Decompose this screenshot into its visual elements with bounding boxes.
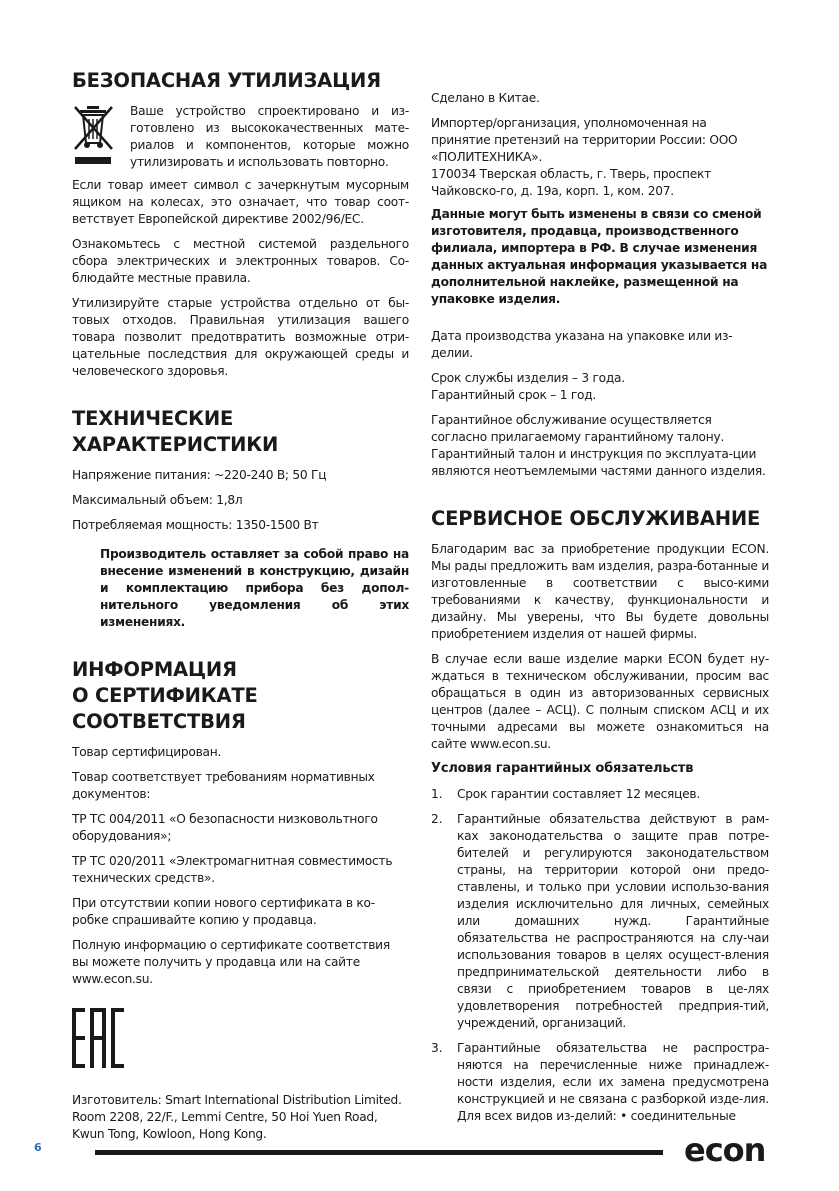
cert-paragraph-5: При отсутствии копии нового сертификата в ко-робке спрашивайте копию у продавца. xyxy=(72,896,375,927)
cert-heading-line-3: СООТВЕТСТВИЯ xyxy=(72,710,246,733)
right-column xyxy=(431,90,769,1133)
disposal-paragraph-2: Ознакомьтесь с местной системой раздельного сбора электрических и электронных товаров. Со-блюдайте местные правила. xyxy=(72,237,409,285)
list-item-text: Срок гарантии составляет 12 месяцев. xyxy=(457,787,700,801)
manufacturer-notice xyxy=(72,546,409,631)
service-life-info xyxy=(431,370,769,404)
list-item-number: 1. xyxy=(431,787,443,801)
cert-heading-line-1: ИНФОРМАЦИЯ xyxy=(72,658,237,681)
spec-voltage: Напряжение питания: ~220-240 В; 50 Гц xyxy=(72,468,327,482)
manufacturer-notice-text: Производитель оставляет за собой право на внесение изменений в конструкцию, дизайн и комплектацию прибора без допол-нительного уведомления об этих изменениях. xyxy=(100,547,409,629)
cert-heading-line-2: О СЕРТИФИКАТЕ xyxy=(72,684,258,707)
list-item xyxy=(431,811,769,1032)
cert-paragraph-2: Товар соответствует требованиям нормативных документов: xyxy=(72,770,375,801)
spec-volume: Максимальный объем: 1,8л xyxy=(72,493,243,507)
service-paragraph-1: Благодарим вас за приобретение продукции ECON. Мы рады предложить вам изделия, разра-ботанные и изготовленные в соответствии с высо-кими требованиями к качеству, функциональности и дизайну. Мы уверены, что Вы будете довольны приобретением изделия от нашей фирмы. xyxy=(431,542,769,641)
recycle-notice xyxy=(72,103,409,171)
disposal-paragraph-3: Утилизируйте старые устройства отдельно от бы-товых отходов. Правильная утилизация вашего товара позволит предотвратить возможные отри-цательные последствия для окружающей среды и человеческого здоровья. xyxy=(72,296,409,378)
econ-logo: econ xyxy=(684,1131,766,1169)
manufacturer-info: Изготовитель: Smart International Distribution Limited. Room 2208, 22/F., Lemmi Centre, 50 Hoi Yuen Road, Kwun Tong, Kowloon, Hong Kong. xyxy=(72,1093,402,1141)
service-heading: СЕРВИСНОЕ ОБСЛУЖИВАНИЕ xyxy=(431,507,761,530)
warranty-service: Гарантийное обслуживание осуществляется согласно прилагаемому гарантийному талону. Гарантийный талон и инструкция по эксплуата-ции являются неотъемлемыми частями данного изделия. xyxy=(431,413,766,478)
cert-heading xyxy=(72,657,409,735)
disposal-icon-text: Ваше устройство спроектировано и из-готовлено из высококачественных мате-риалов и компонентов, которые можно утилизировать и использовать повторно. xyxy=(130,104,409,169)
list-item-text: Гарантийные обязательства действуют в рам-ках законодательства о защите прав потре-бителей и регулируются законодательством страны, на территории которой они предо-ставлены, и только при условии использо-вания изделия исключительно для личных, семейных или домашних нужд. Гарантийные обязательства не распространяются на слу-чаи использования товаров в целях осущест-вления предпринимательской деятельности либо в связи с приобретением товаров в це-лях удовлетворения потребностей предприя-тий, учреждений, организаций. xyxy=(457,812,769,1030)
cert-paragraph-6: Полную информацию о сертификате соответствия вы можете получить у продавца или на сайте www.econ.su. xyxy=(72,938,390,986)
warranty-conditions-heading: Условия гарантийных обязательств xyxy=(431,761,694,776)
cert-paragraph-4: ТР ТС 020/2011 «Электромагнитная совместимость технических средств». xyxy=(72,854,393,885)
importer-address: 170034 Тверская область, г. Тверь, проспект Чайковско-го, д. 19а, корп. 1, ком. 207. xyxy=(431,167,711,198)
list-item xyxy=(431,786,769,803)
service-life: Срок службы изделия – 3 года. xyxy=(431,371,625,385)
list-item-text: Гарантийные обязательства не распростра-няются на перечисленные ниже принадлеж-ности изделия, если их замена предусмотрена конструкцией и не связана с разборкой изде-лия. Для всех видов из-делий: • соединительные xyxy=(457,1041,769,1123)
specs-heading-line-1: ТЕХНИЧЕСКИЕ xyxy=(72,407,234,430)
warranty-period: Гарантийный срок – 1 год. xyxy=(431,388,597,402)
specs-heading-line-2: ХАРАКТЕРИСТИКИ xyxy=(72,433,279,456)
disposal-paragraph-1: Если товар имеет символ с зачеркнутым мусорным ящиком на колесах, это означает, что товар соот-ветствует Европейской директиве 2002/96/ЕС. xyxy=(72,178,409,226)
made-in: Сделано в Китае. xyxy=(431,91,540,105)
disposal-heading: БЕЗОПАСНАЯ УТИЛИЗАЦИЯ xyxy=(72,69,381,92)
left-column xyxy=(72,68,409,1151)
cert-paragraph-3: ТР ТС 004/2011 «О безопасности низковольтного оборудования»; xyxy=(72,812,378,843)
specs-heading xyxy=(72,406,409,458)
footer-divider xyxy=(95,1150,663,1155)
production-date: Дата производства указана на упаковке или из-делии. xyxy=(431,329,733,360)
list-item xyxy=(431,1040,769,1125)
page-number: 6 xyxy=(34,1141,42,1154)
spec-power: Потребляемая мощность: 1350-1500 Вт xyxy=(72,518,319,532)
data-change-notice: Данные могут быть изменены в связи со сменой изготовителя, продавца, производственного филиала, импортера в РФ. В случае изменения данных актуальная информация указывается на дополнительной наклейке, размещенной на упаковке изделия. xyxy=(431,207,768,306)
service-paragraph-2: В случае если ваше изделие марки ECON будет ну-ждаться в техническом обслуживании, просим вас обращаться в один из авторизованных сервисных центров (далее – АСЦ). С полным списком АСЦ и их точными адресами вы можете ознакомиться на сайте www.econ.su. xyxy=(431,652,769,751)
importer-text: Импортер/организация, уполномоченная на принятие претензий на территории России: ООО «ПОЛИТЕХНИКА». xyxy=(431,116,738,164)
list-item-number: 2. xyxy=(431,812,443,826)
warranty-list xyxy=(431,786,769,1125)
list-item-number: 3. xyxy=(431,1041,443,1055)
cert-paragraph-1: Товар сертифицирован. xyxy=(72,745,222,759)
importer-info xyxy=(431,115,769,200)
crossed-bin-icon xyxy=(72,103,120,167)
eac-mark-icon xyxy=(72,1008,124,1068)
